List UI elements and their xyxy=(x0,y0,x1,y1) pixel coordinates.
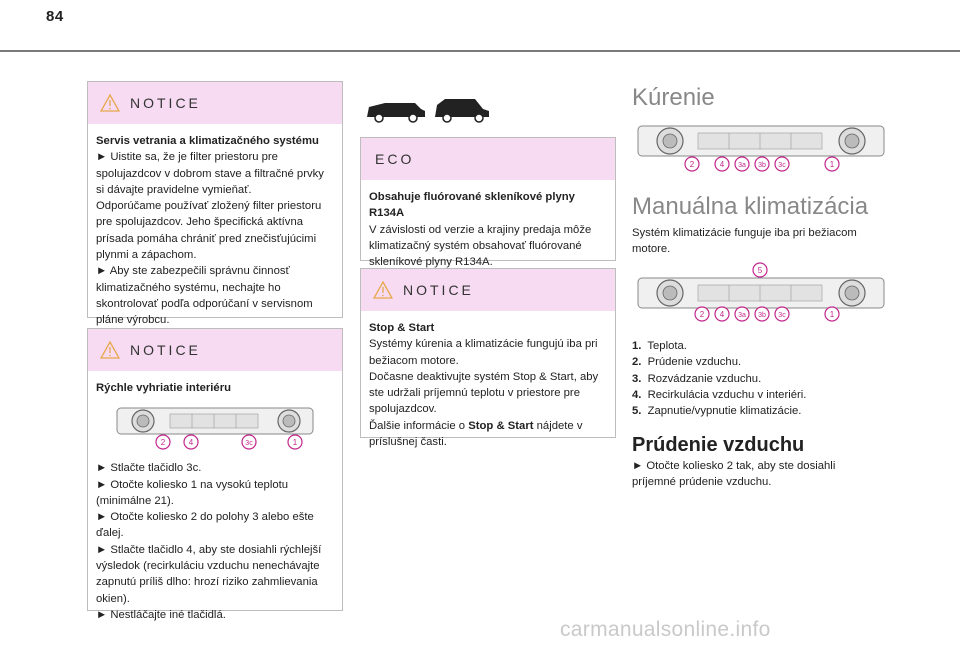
notice-heading: Servis vetrania a klimatizačného systému xyxy=(96,135,319,147)
text-run-bold: Stop & Start xyxy=(468,419,534,432)
notice-title: NOTICE xyxy=(130,95,201,111)
controls-list xyxy=(632,338,806,419)
notice-heading: Rýchle vyhriatie interiéru xyxy=(96,382,231,394)
notice-heading: Stop & Start xyxy=(369,322,435,334)
airflow-text: ► Otočte koliesko 2 tak, aby ste dosiahli príjemné prúdenie vzduchu. xyxy=(632,460,836,489)
watermark-footer: carmanualsonline.info xyxy=(560,618,771,641)
list-item xyxy=(632,338,806,354)
list-number: 1. xyxy=(632,340,642,352)
warning-icon xyxy=(100,94,120,112)
list-text: Rozvádzanie vzduchu. xyxy=(647,372,762,385)
callout-label: 2 xyxy=(689,160,695,169)
notice-line: ► Otočte koliesko 2 do polohy 3 alebo ešte ďalej. xyxy=(96,511,314,540)
notice-line: ► Otočte koliesko 1 na vysokú teplotu (minimálne 21). xyxy=(96,478,289,507)
notice-line: Systémy kúrenia a klimatizácie fungujú iba pri bežiacom motore. xyxy=(369,338,598,367)
notice-line xyxy=(369,418,607,451)
ac-panel-illustration xyxy=(636,262,886,324)
callout-label: 3a xyxy=(738,312,746,319)
warning-icon xyxy=(373,281,393,299)
notice-line: ► Nestláčajte iné tlačidlá. xyxy=(96,608,226,621)
notice-header xyxy=(88,82,342,124)
list-item xyxy=(632,371,806,387)
notice-box-quick-heating xyxy=(87,328,343,621)
callout-label: 1 xyxy=(829,310,835,319)
list-text: Prúdenie vzduchu. xyxy=(647,356,742,369)
callout-label: 2 xyxy=(160,438,166,448)
list-item xyxy=(632,403,806,419)
warning-icon xyxy=(100,341,120,359)
callout-label: 4 xyxy=(188,438,194,448)
callout-label: 4 xyxy=(719,160,725,169)
text-run: Ďalšie informácie o xyxy=(369,419,469,432)
notice-line: ► Aby ste zabezpečili správnu činnosť klimatizačného systému, nechajte ho skontrolovať podľa odporúčaní v servisnom pláne výrobcu. xyxy=(96,265,313,327)
eco-body: V závislosti od verzie a krajiny predaja môže klimatizačný systém obsahovať fluórované skleníkové plyny R134A. xyxy=(369,223,592,269)
heading-kurenie: Kúrenie xyxy=(632,84,715,111)
callout-label: 3b xyxy=(758,162,766,169)
callout-label: 3c xyxy=(245,440,253,448)
notice-box-ventilation xyxy=(87,81,343,327)
list-number: 5. xyxy=(632,405,642,418)
heading-manual-ac: Manuálna klimatizácia xyxy=(632,193,869,220)
callout-label: 2 xyxy=(699,310,705,319)
page-number: 84 xyxy=(46,8,64,25)
heating-panel-illustration xyxy=(636,122,886,174)
callout-label: 1 xyxy=(829,160,835,169)
control-panel-illustration xyxy=(115,402,315,456)
notice-line: ► Stlačte tlačidlo 3c. xyxy=(96,462,202,475)
callout-label: 3a xyxy=(738,162,746,169)
notice-line: ► Uistite sa, že je filter priestoru pre spolujazdcov v dobrom stave a filtračné prvky si dávajte pravidelne vymieňať. xyxy=(96,151,324,196)
callout-label: 3b xyxy=(758,312,766,319)
top-rule xyxy=(0,50,960,52)
notice-header xyxy=(361,269,615,311)
list-item xyxy=(632,387,806,403)
heading-airflow: Prúdenie vzduchu xyxy=(632,434,805,456)
notice-title: NOTICE xyxy=(403,282,474,298)
list-text: Teplota. xyxy=(647,340,687,352)
callout-label: 3c xyxy=(778,312,786,319)
eco-header xyxy=(361,138,615,180)
eco-title: ECO xyxy=(375,151,415,167)
callout-label: 3c xyxy=(778,162,786,169)
list-text: Zapnutie/vypnutie klimatizácie. xyxy=(647,405,802,418)
vehicle-icons xyxy=(365,95,495,125)
notice-line: Odporúčame používať zložený filter priestoru pre spolujazdcov. Jeho špecifická aktívna prísada pomáha chrániť pred znečisťujúcimi plynmi a zápachom. xyxy=(96,200,322,262)
list-number: 2. xyxy=(632,356,642,369)
notice-line: ► Stlačte tlačidlo 4, aby ste dosiahli rýchlejší výsledok (recirkuláciu vzduchu nenechávajte zapnutú príliš dlho: hrozí riziko zahmlievania okien). xyxy=(96,543,322,605)
notice-line: Dočasne deaktivujte systém Stop & Start, aby ste udržali príjemnú teplotu v priestore pre spolujazdcov. xyxy=(369,370,599,416)
list-item xyxy=(632,354,806,370)
callout-label: 1 xyxy=(292,438,298,448)
text-run: nájdete v príslušnej časti. xyxy=(369,419,583,449)
callout-label: 4 xyxy=(719,310,725,319)
notice-box-stop-start xyxy=(360,268,616,449)
eco-box xyxy=(360,137,616,269)
notice-header xyxy=(88,329,342,371)
list-text: Recirkulácia vzduchu v interiéri. xyxy=(647,388,807,401)
list-number: 3. xyxy=(632,372,642,385)
list-number: 4. xyxy=(632,388,642,401)
eco-heading: Obsahuje fluórované skleníkové plyny R134A xyxy=(369,191,575,220)
callout-label: 5 xyxy=(757,266,763,275)
ac-intro: Systém klimatizácie funguje iba pri bežiacom motore. xyxy=(632,227,857,256)
notice-title: NOTICE xyxy=(130,342,201,358)
